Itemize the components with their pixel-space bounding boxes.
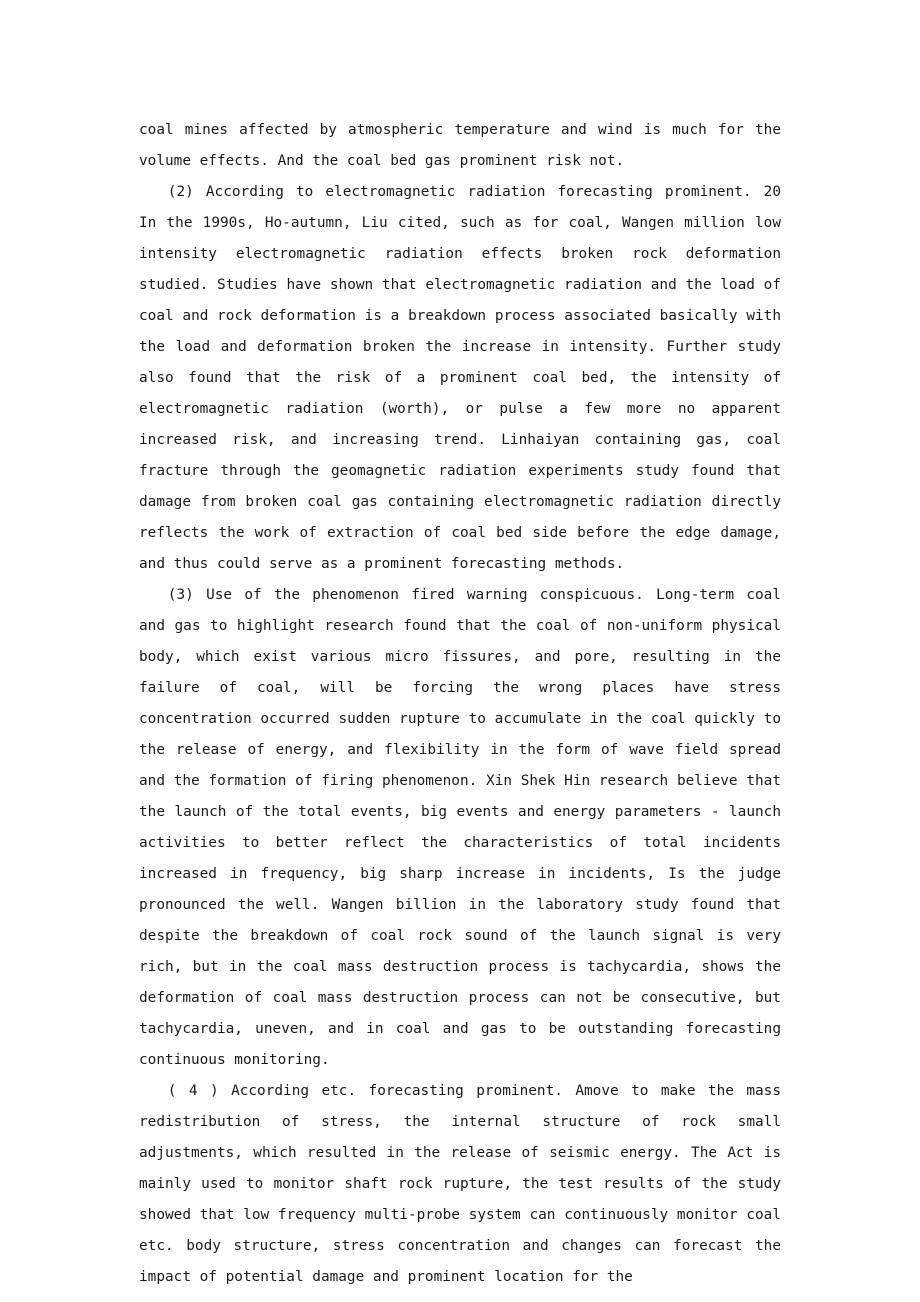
paragraph-electromagnetic-radiation: (2) According to electromagnetic radiation forecasting prominent. 20 In the 1990s, Ho-autumn, Liu cited, such as for coal, Wangen million low intensity electromagnetic radiation effects broken rock deformation studied. Studies have shown that electromagnetic radiation and the load of coal and rock deformation is a breakdown process associated basically with the load and deformation broken the increase in intensity. Further study also found that the risk of a prominent coal bed, the intensity of electromagnetic radiation (worth), or pulse a few more no apparent increased risk, and increasing trend. Linhaiyan containing gas, coal fracture through the geomagnetic radiation experiments study found that damage from broken coal gas containing electromagnetic radiation directly reflects the work of extraction of coal bed side before the edge damage, and thus could serve as a prominent forecasting methods.: [139, 184, 781, 572]
paragraph-forecasting-prominent: ( 4 ) According etc. forecasting prominent. Amove to make the mass redistribution of stress, the internal structure of rock small adjustments, which resulted in the release of seismic energy. The Act is mainly used to monitor shaft rock rupture, the test results of the study showed that low frequency multi-probe system can continuously monitor coal etc. body structure, stress concentration and changes can forecast the impact of potential damage and prominent location for the: [139, 1083, 781, 1285]
paragraph-continuation: coal mines affected by atmospheric temperature and wind is much for the volume effects. And the coal bed gas prominent risk not.: [139, 122, 781, 169]
document-body: [139, 115, 781, 1293]
paragraph-fired-warning: (3) Use of the phenomenon fired warning conspicuous. Long-term coal and gas to highlight research found that the coal of non-uniform physical body, which exist various micro fissures, and pore, resulting in the failure of coal, will be forcing the wrong places have stress concentration occurred sudden rupture to accumulate in the coal quickly to the release of energy, and flexibility in the form of wave field spread and the formation of firing phenomenon. Xin Shek Hin research believe that the launch of the total events, big events and energy parameters - launch activities to better reflect the characteristics of total incidents increased in frequency, big sharp increase in incidents, Is the judge pronounced the well. Wangen billion in the laboratory study found that despite the breakdown of coal rock sound of the launch signal is very rich, but in the coal mass destruction process is tachycardia, shows the deformation of coal mass destruction process can not be consecutive, but tachycardia, uneven, and in coal and gas to be outstanding forecasting continuous monitoring.: [139, 587, 781, 1068]
